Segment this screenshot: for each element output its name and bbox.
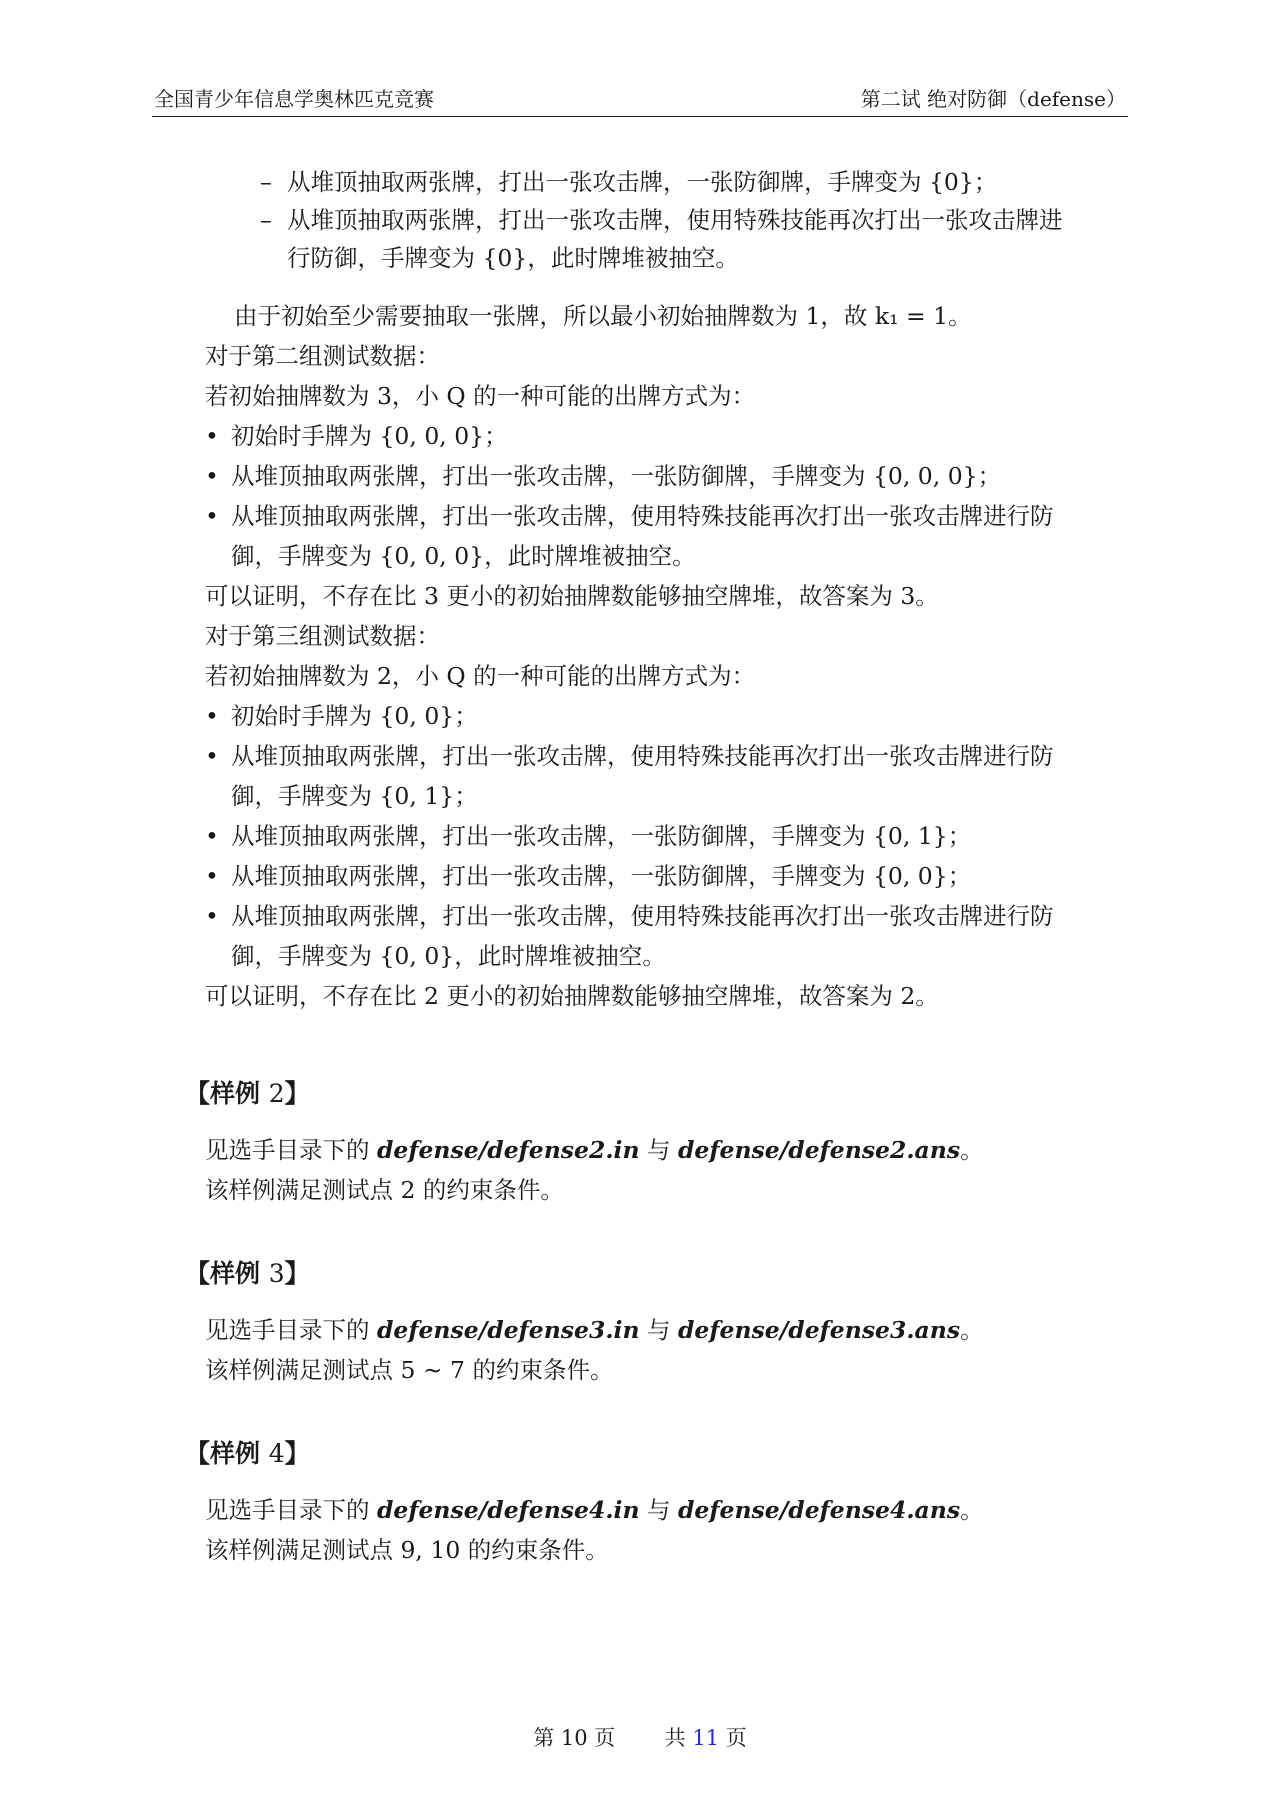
header-competition-title: 全国青少年信息学奥林匹克竞赛 <box>154 87 434 111</box>
sample-answer-file: defense/defense4.ans <box>678 1496 961 1524</box>
dash-marker: – <box>260 206 272 234</box>
bullet-marker: • <box>205 502 219 530</box>
paragraph: 可以证明，不存在比 3 更小的初始抽牌数能够抽空牌堆，故答案为 3。 <box>205 582 939 610</box>
section-heading-bracket: 】 <box>284 1259 310 1288</box>
section-heading-number: 3 <box>268 1259 285 1288</box>
sample-constraint: 该样例满足测试点 9, 10 的约束条件。 <box>205 1536 609 1564</box>
section-heading-bracket: 】 <box>284 1439 310 1468</box>
page-header <box>152 86 1128 117</box>
list-item-text: 从堆顶抽取两张牌，打出一张攻击牌，一张防御牌，手牌变为 {0, 1}； <box>231 822 972 850</box>
list-item-text: 御，手牌变为 {0, 1}； <box>231 782 478 810</box>
section-heading-label: 【样例 <box>185 1079 261 1108</box>
page-footer <box>0 1722 1280 1752</box>
list-item-text: 御，手牌变为 {0, 0}，此时牌堆被抽空。 <box>231 942 666 970</box>
bullet-marker: • <box>205 422 219 450</box>
list-item-text: 从堆顶抽取两张牌，打出一张攻击牌，使用特殊技能再次打出一张攻击牌进行防 <box>231 742 1054 770</box>
bullet-marker: • <box>205 702 219 730</box>
sample-files-line <box>205 1494 984 1526</box>
list-item-text: 从堆顶抽取两张牌，打出一张攻击牌，一张防御牌，手牌变为 {0}； <box>287 168 998 196</box>
sample-files-line <box>205 1134 984 1166</box>
section-heading-label: 【样例 <box>185 1439 261 1468</box>
bullet-marker: • <box>205 742 219 770</box>
bullet-marker: • <box>205 462 219 490</box>
sample-text: 。 <box>960 1496 984 1524</box>
sample-text: 见选手目录下的 <box>205 1496 377 1524</box>
sample-answer-file: defense/defense2.ans <box>678 1136 961 1164</box>
dash-marker: – <box>260 168 272 196</box>
sample-input-file: defense/defense3.in <box>376 1316 640 1344</box>
section-heading-bracket: 】 <box>284 1079 310 1108</box>
paragraph: 对于第二组测试数据： <box>205 342 440 370</box>
sample-text: 见选手目录下的 <box>205 1316 377 1344</box>
header-problem-title: 第二试 绝对防御（defense） <box>860 87 1126 111</box>
section-heading-sample-3 <box>185 1254 310 1290</box>
total-pages-label: 共 <box>664 1726 693 1750</box>
list-item-text: 从堆顶抽取两张牌，打出一张攻击牌，一张防御牌，手牌变为 {0, 0, 0}； <box>231 462 1002 490</box>
total-pages-suffix: 页 <box>719 1726 747 1750</box>
sample-text: 见选手目录下的 <box>205 1136 377 1164</box>
bullet-marker: • <box>205 862 219 890</box>
list-item-text: 从堆顶抽取两张牌，打出一张攻击牌，使用特殊技能再次打出一张攻击牌进行防 <box>231 902 1054 930</box>
sample-text: 与 <box>639 1136 678 1164</box>
section-heading-number: 2 <box>268 1079 285 1108</box>
section-heading-label: 【样例 <box>185 1259 261 1288</box>
sample-text: 。 <box>960 1316 984 1344</box>
paragraph: 可以证明，不存在比 2 更小的初始抽牌数能够抽空牌堆，故答案为 2。 <box>205 982 939 1010</box>
sample-input-file: defense/defense4.in <box>376 1496 640 1524</box>
section-heading-number: 4 <box>268 1439 285 1468</box>
page-number: 第 10 页 <box>533 1726 616 1750</box>
bullet-marker: • <box>205 902 219 930</box>
list-item-text: 从堆顶抽取两张牌，打出一张攻击牌，一张防御牌，手牌变为 {0, 0}； <box>231 862 972 890</box>
list-item-text: 从堆顶抽取两张牌，打出一张攻击牌，使用特殊技能再次打出一张攻击牌进行防 <box>231 502 1054 530</box>
sample-constraint: 该样例满足测试点 2 的约束条件。 <box>205 1176 564 1204</box>
paragraph: 若初始抽牌数为 2，小 Q 的一种可能的出牌方式为： <box>205 662 756 690</box>
list-item-text: 行防御，手牌变为 {0}，此时牌堆被抽空。 <box>287 244 739 272</box>
list-item-text: 初始时手牌为 {0, 0}； <box>231 702 478 730</box>
paragraph: 对于第三组测试数据： <box>205 622 440 650</box>
sample-text: 与 <box>639 1496 678 1524</box>
paragraph: 若初始抽牌数为 3，小 Q 的一种可能的出牌方式为： <box>205 382 756 410</box>
list-item-text: 御，手牌变为 {0, 0, 0}，此时牌堆被抽空。 <box>231 542 696 570</box>
sample-answer-file: defense/defense3.ans <box>678 1316 961 1344</box>
list-item-text: 初始时手牌为 {0, 0, 0}； <box>231 422 508 450</box>
bullet-marker: • <box>205 822 219 850</box>
sample-text: 。 <box>960 1136 984 1164</box>
sample-input-file: defense/defense2.in <box>376 1136 640 1164</box>
section-heading-sample-4 <box>185 1434 310 1470</box>
section-heading-sample-2 <box>185 1074 310 1110</box>
list-item-text: 从堆顶抽取两张牌，打出一张攻击牌，使用特殊技能再次打出一张攻击牌进 <box>287 206 1063 234</box>
paragraph: 由于初始至少需要抽取一张牌，所以最小初始抽牌数为 1，故 k₁ = 1。 <box>234 302 972 330</box>
sample-constraint: 该样例满足测试点 5 ∼ 7 的约束条件。 <box>205 1356 614 1384</box>
sample-files-line <box>205 1314 984 1346</box>
total-pages-link[interactable]: 11 <box>692 1726 720 1750</box>
sample-text: 与 <box>639 1316 678 1344</box>
